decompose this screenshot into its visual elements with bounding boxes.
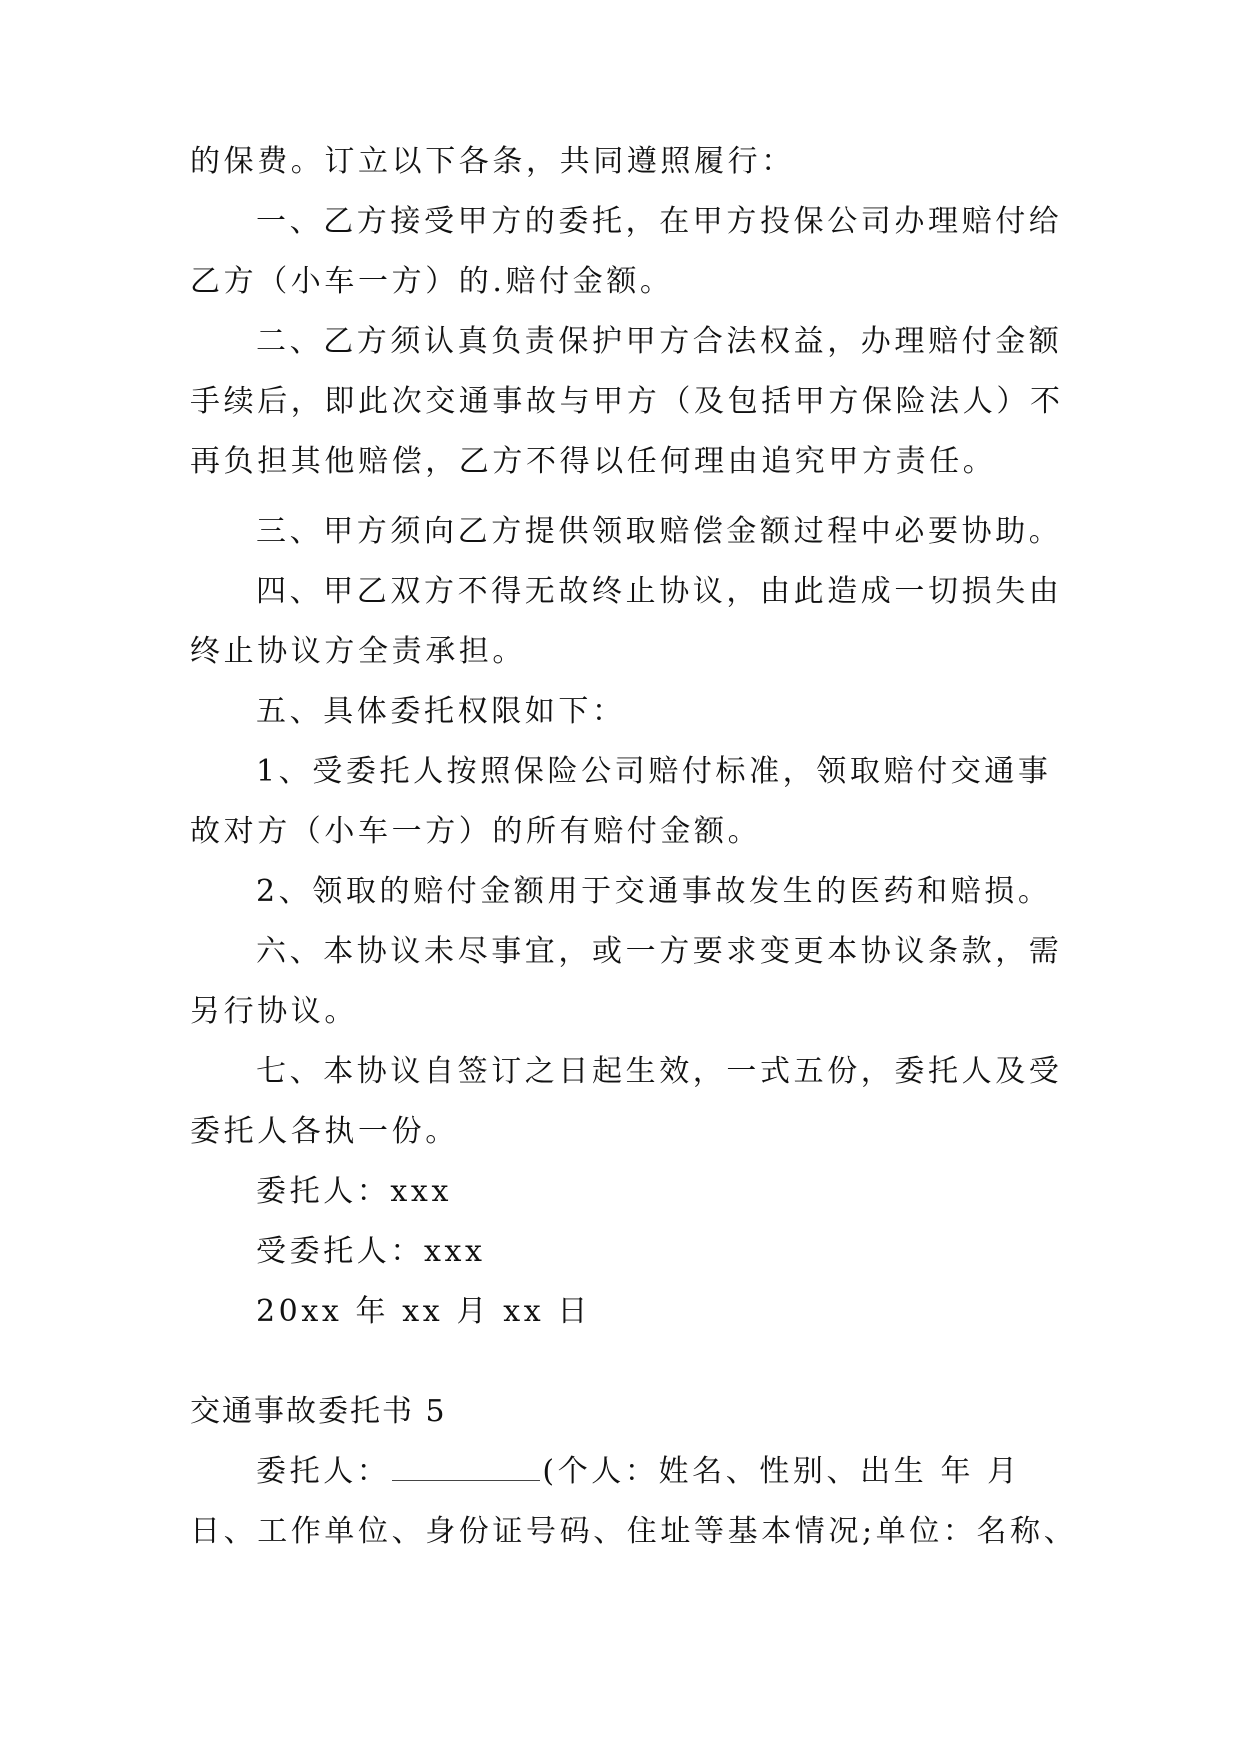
clause-six-line-1: 六、本协议未尽事宜，或一方要求变更本协议条款，需 (256, 934, 1063, 969)
principal-info-line (256, 1452, 1021, 1492)
clause-six-line-2: 另行协议。 (190, 994, 358, 1029)
signature-date: 20xx 年 xx 月 xx 日 (256, 1294, 591, 1329)
clause-one-line-2: 乙方（小车一方）的.赔付金额。 (190, 264, 674, 299)
principal-signature: 委托人：xxx (256, 1174, 452, 1209)
sub-item-one-line-1: 1、受委托人按照保险公司赔付标准，领取赔付交通事 (256, 754, 1052, 789)
section-title: 交通事故委托书 5 (190, 1394, 447, 1429)
paragraph-line: 的保费。订立以下各条，共同遵照履行： (190, 144, 795, 179)
clause-two-line-2: 手续后，即此次交通事故与甲方（及包括甲方保险法人）不 (190, 384, 1064, 419)
principal-description: (个人：姓名、性别、出生 年 月 (542, 1454, 1021, 1489)
sub-item-one-line-2: 故对方（小车一方）的所有赔付金额。 (190, 814, 762, 849)
clause-two-line-1: 二、乙方须认真负责保护甲方合法权益，办理赔付金额 (256, 324, 1063, 359)
clause-two-line-3: 再负担其他赔偿，乙方不得以任何理由追究甲方责任。 (190, 444, 997, 479)
clause-one-line-1: 一、乙方接受甲方的委托，在甲方投保公司办理赔付给 (256, 204, 1063, 239)
clause-five-heading: 五、具体委托权限如下： (256, 694, 626, 729)
principal-label: 委托人： (256, 1454, 391, 1489)
sub-item-two-line: 2、领取的赔付金额用于交通事故发生的医药和赔损。 (256, 874, 1052, 909)
agent-signature: 受委托人：xxx (256, 1234, 486, 1269)
clause-four-line-1: 四、甲乙双方不得无故终止协议，由此造成一切损失由 (256, 574, 1063, 609)
clause-seven-line-2: 委托人各执一份。 (190, 1114, 459, 1149)
principal-blank (392, 1454, 540, 1481)
clause-four-line-2: 终止协议方全责承担。 (190, 634, 526, 669)
clause-three-line: 三、甲方须向乙方提供领取赔偿金额过程中必要协助。 (256, 514, 1063, 549)
principal-info-continued: 日、工作单位、身份证号码、住址等基本情况;单位：名称、 (190, 1514, 1078, 1549)
clause-seven-line-1: 七、本协议自签订之日起生效，一式五份，委托人及受 (256, 1054, 1063, 1089)
